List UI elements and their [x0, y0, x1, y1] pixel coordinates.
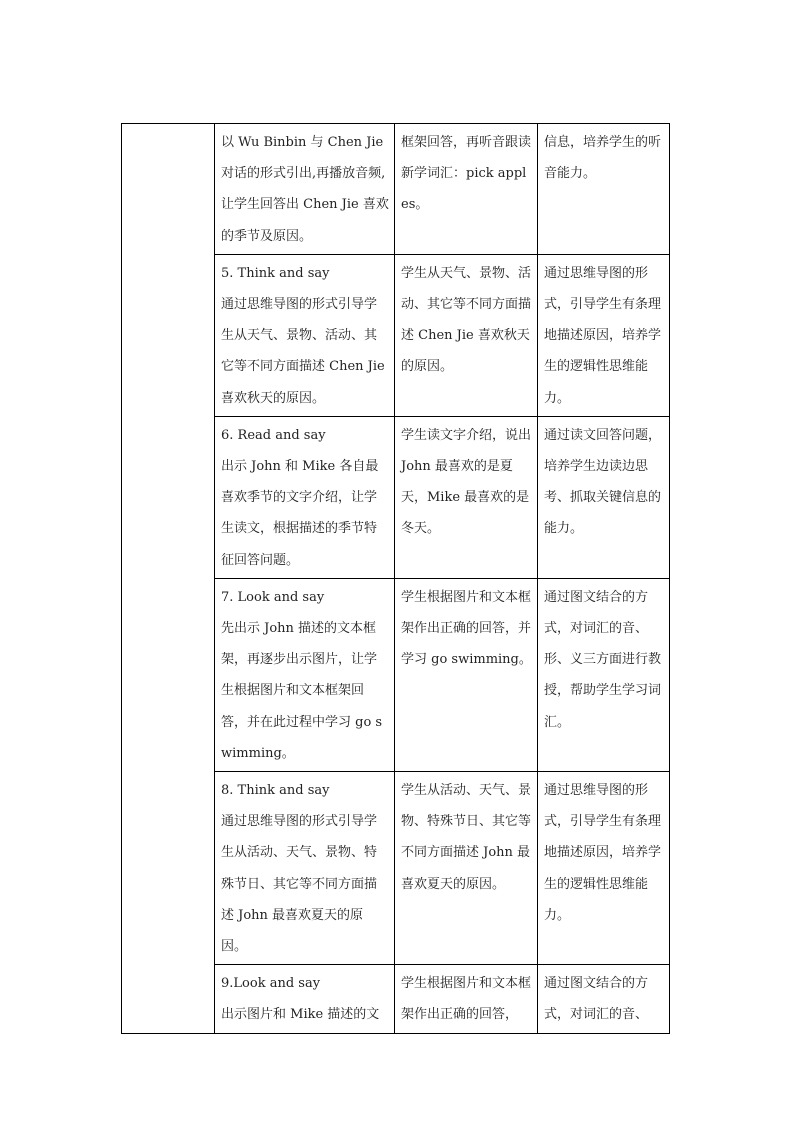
design-purpose-cell [538, 254, 670, 416]
teacher-activity-cell [215, 965, 395, 1033]
step-title: 7. Look and say [221, 589, 325, 605]
student-activity-cell [395, 772, 538, 965]
student-activity-text: 学生从活动、天气、景物、特殊节日、其它等不同方面描述 John 最喜欢夏天的原因。 [401, 783, 532, 892]
step-title: 6. Read and say [221, 427, 326, 443]
teacher-activity-text: 出示 John 和 Mike 各自最喜欢季节的文字介绍，让学生读文，根据描述的季节特征回答问题。 [221, 459, 379, 568]
table-row [122, 124, 670, 255]
student-activity-cell [395, 965, 538, 1033]
teacher-activity-cell [215, 254, 395, 416]
student-activity-text: 学生从天气、景物、活动、其它等不同方面描述 Chen Jie 喜欢秋天的原因。 [401, 265, 532, 375]
design-purpose-text: 通过思维导图的形式，引导学生有条理地描述原因，培养学生的逻辑性思维能力。 [544, 783, 662, 923]
design-purpose-text: 通过图文结合的方式，对词汇的音、 [544, 976, 649, 1023]
teacher-activity-text: 出示图片和 Mike 描述的文 [221, 1007, 380, 1023]
teacher-activity-text: 先出示 John 描述的文本框架，再逐步出示图片，让学生根据图片和文本框架回答，并在此过程中学习 go swimming。 [221, 621, 383, 761]
step-title: 5. Think and say [221, 265, 330, 281]
design-purpose-cell [538, 965, 670, 1033]
teacher-activity-cell [215, 124, 395, 255]
stage-column-cell [122, 124, 215, 1034]
student-activity-cell [395, 254, 538, 416]
teacher-activity-text: 以 Wu Binbin 与 Chen Jie 对话的形式引出,再播放音频,让学生回答出 Chen Jie 喜欢的季节及原因。 [221, 135, 389, 244]
student-activity-text: 学生根据图片和文本框架作出正确的回答， [401, 976, 532, 1023]
design-purpose-cell [538, 772, 670, 965]
student-activity-text: 学生读文字介绍，说出 John 最喜欢的是夏天，Mike 最喜欢的是冬天。 [401, 427, 536, 537]
teacher-activity-cell [215, 578, 395, 771]
design-purpose-text: 通过思维导图的形式，引导学生有条理地描述原因，培养学生的逻辑性思维能力。 [544, 265, 662, 406]
student-activity-text: 学生根据图片和文本框架作出正确的回答，并学习 go swimming。 [401, 589, 532, 668]
step-title: 9.Look and say [221, 976, 321, 992]
design-purpose-text: 通过图文结合的方式，对词汇的音、形、义三方面进行教授，帮助学生学习词汇。 [544, 589, 662, 730]
teacher-activity-text: 通过思维导图的形式引导学生从天气、景物、活动、其它等不同方面描述 Chen Jie 喜欢秋天的原因。 [221, 297, 389, 406]
teacher-activity-cell [215, 416, 395, 578]
student-activity-cell [395, 416, 538, 578]
design-purpose-text: 信息，培养学生的听音能力。 [544, 135, 662, 182]
step-title: 8. Think and say [221, 783, 330, 799]
student-activity-text: 框架回答，再听音跟读新学词汇：pick apples。 [401, 135, 532, 213]
design-purpose-cell [538, 416, 670, 578]
student-activity-cell [395, 578, 538, 771]
design-purpose-cell [538, 578, 670, 771]
lesson-plan-table [121, 123, 670, 1034]
design-purpose-text: 通过读文回答问题，培养学生边读边思考、抓取关键信息的能力。 [544, 427, 662, 537]
teacher-activity-cell [215, 772, 395, 965]
student-activity-cell [395, 124, 538, 255]
teacher-activity-text: 通过思维导图的形式引导学生从活动、天气、景物、特殊节日、其它等不同方面描述 John 最喜欢夏天的原因。 [221, 814, 378, 955]
design-purpose-cell [538, 124, 670, 255]
